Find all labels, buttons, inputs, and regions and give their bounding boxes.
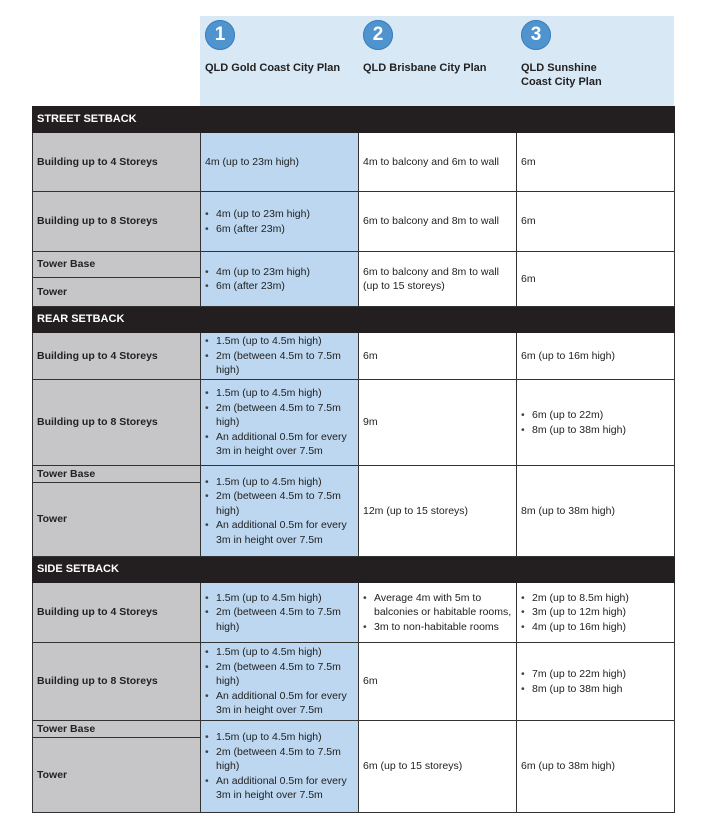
cell-brisbane — [359, 380, 517, 466]
list-item: • 8m (up to 38m high — [521, 682, 670, 697]
bullet-list — [205, 591, 354, 635]
cell-text: 6m to balcony and 8m to wall (up to 15 storeys) — [363, 265, 499, 292]
row-label-split — [33, 466, 201, 557]
row-label: Tower — [37, 285, 68, 298]
table-row — [33, 643, 675, 721]
cell-sunshine — [517, 192, 675, 252]
cell-text: 6m (up to 15 storeys) — [363, 760, 463, 773]
cell-text: 8m (up to 38m high) — [521, 504, 615, 517]
list-item: • 2m (between 4.5m to 7.5m high) — [205, 489, 354, 518]
column-title: QLD Sunshine Coast City Plan — [521, 62, 602, 88]
table-row — [33, 466, 675, 557]
row-label: Tower Base — [33, 252, 200, 278]
section-title: SIDE SETBACK — [33, 557, 675, 583]
table-row — [33, 333, 675, 380]
cell-gold-coast — [201, 721, 359, 813]
table-row — [33, 583, 675, 643]
bullet-list — [205, 475, 354, 548]
cell-text: 12m (up to 15 storeys) — [363, 504, 469, 517]
bullet-list — [205, 386, 354, 459]
section-title: REAR SETBACK — [33, 307, 675, 333]
section-title: STREET SETBACK — [33, 107, 675, 133]
table-row — [33, 133, 675, 192]
column-header-brisbane — [363, 20, 521, 75]
list-item: • 8m (up to 38m high) — [521, 423, 670, 438]
list-item: • 1.5m (up to 4.5m high) — [205, 730, 354, 745]
list-item: • 4m (up to 23m high) — [205, 207, 354, 222]
row-label: Building up to 8 Storeys — [33, 643, 201, 721]
cell-text: 6m to balcony and 8m to wall — [363, 215, 499, 228]
cell-text: 6m — [521, 155, 536, 168]
table-row — [33, 192, 675, 252]
cell-brisbane — [359, 133, 517, 192]
section-header-row — [33, 107, 675, 133]
row-label: Tower — [37, 768, 68, 781]
cell-gold-coast — [201, 643, 359, 721]
list-item: • 1.5m (up to 4.5m high) — [205, 591, 354, 606]
list-item: • 2m (between 4.5m to 7.5m high) — [205, 401, 354, 430]
list-item: • 1.5m (up to 4.5m high) — [205, 645, 354, 660]
number-badge: 1 — [205, 20, 235, 50]
table-row — [33, 252, 675, 307]
table-row — [33, 721, 675, 813]
row-label: Tower Base — [33, 466, 200, 483]
list-item: • 6m (after 23m) — [205, 279, 354, 294]
list-item: • 3m (up to 12m high) — [521, 605, 670, 620]
cell-brisbane — [359, 643, 517, 721]
setback-table — [32, 106, 675, 813]
cell-brisbane — [359, 721, 517, 813]
row-label: Tower — [37, 513, 68, 526]
bullet-list — [205, 334, 354, 378]
cell-gold-coast — [201, 333, 359, 380]
bullet-list — [205, 207, 354, 236]
list-item: • 1.5m (up to 4.5m high) — [205, 334, 354, 349]
cell-text: 6m — [521, 215, 536, 228]
cell-gold-coast — [201, 133, 359, 192]
section-header-row — [33, 307, 675, 333]
list-item: • 6m (up to 22m) — [521, 408, 670, 423]
bullet-list — [521, 667, 670, 696]
bullet-list — [363, 591, 512, 635]
list-item: • An additional 0.5m for every 3m in height over 7.5m — [205, 430, 354, 459]
list-item: • An additional 0.5m for every 3m in height over 7.5m — [205, 518, 354, 547]
bullet-list — [205, 645, 354, 718]
bullet-list — [521, 591, 670, 635]
cell-text: 6m — [363, 349, 378, 362]
cell-gold-coast — [201, 466, 359, 557]
cell-text: 6m — [363, 675, 378, 688]
list-item: • 4m (up to 23m high) — [205, 265, 354, 280]
cell-sunshine — [517, 643, 675, 721]
table-row — [33, 380, 675, 466]
cell-sunshine — [517, 133, 675, 192]
cell-text: 6m — [521, 272, 536, 285]
list-item: • 1.5m (up to 4.5m high) — [205, 386, 354, 401]
cell-brisbane — [359, 252, 517, 307]
list-item: • 3m to non-habitable rooms — [363, 620, 512, 635]
list-item: • 4m (up to 16m high) — [521, 620, 670, 635]
list-item: • 2m (up to 8.5m high) — [521, 591, 670, 606]
list-item: • 6m (after 23m) — [205, 222, 354, 237]
cell-gold-coast — [201, 380, 359, 466]
column-title: QLD Gold Coast City Plan — [205, 62, 341, 74]
cell-brisbane — [359, 333, 517, 380]
column-header-sunshine-coast — [521, 20, 679, 89]
row-label: Building up to 4 Storeys — [33, 333, 201, 380]
cell-text: 9m — [363, 416, 378, 429]
cell-gold-coast — [201, 583, 359, 643]
list-item: • 1.5m (up to 4.5m high) — [205, 475, 354, 490]
section-header-row — [33, 557, 675, 583]
row-label: Tower Base — [33, 721, 200, 738]
bullet-list — [205, 265, 354, 294]
number-badge: 2 — [363, 20, 393, 50]
list-item: • 2m (between 4.5m to 7.5m high) — [205, 745, 354, 774]
cell-text: 4m (up to 23m high) — [205, 155, 299, 168]
row-label: Building up to 8 Storeys — [33, 192, 201, 252]
number-badge: 3 — [521, 20, 551, 50]
row-label: Building up to 8 Storeys — [33, 380, 201, 466]
cell-sunshine — [517, 380, 675, 466]
row-label: Building up to 4 Storeys — [33, 583, 201, 643]
cell-brisbane — [359, 466, 517, 557]
bullet-list — [205, 730, 354, 803]
cell-sunshine — [517, 252, 675, 307]
column-title: QLD Brisbane City Plan — [363, 62, 487, 74]
list-item: • 2m (between 4.5m to 7.5m high) — [205, 660, 354, 689]
cell-brisbane — [359, 192, 517, 252]
cell-sunshine — [517, 466, 675, 557]
cell-gold-coast — [201, 252, 359, 307]
list-item: • An additional 0.5m for every 3m in height over 7.5m — [205, 689, 354, 718]
cell-text: 4m to balcony and 6m to wall — [363, 155, 499, 168]
row-label: Building up to 4 Storeys — [33, 133, 201, 192]
list-item: • 7m (up to 22m high) — [521, 667, 670, 682]
cell-text: 6m (up to 38m high) — [521, 760, 615, 773]
list-item: • An additional 0.5m for every 3m in height over 7.5m — [205, 774, 354, 803]
cell-text: 6m (up to 16m high) — [521, 349, 615, 362]
row-label-split — [33, 252, 201, 307]
cell-sunshine — [517, 333, 675, 380]
cell-sunshine — [517, 721, 675, 813]
bullet-list — [521, 408, 670, 437]
cell-brisbane — [359, 583, 517, 643]
list-item: • 2m (between 4.5m to 7.5m high) — [205, 605, 354, 634]
list-item: • Average 4m with 5m to balconies or habitable rooms, — [363, 591, 512, 620]
list-item: • 2m (between 4.5m to 7.5m high) — [205, 349, 354, 378]
cell-sunshine — [517, 583, 675, 643]
row-label-split — [33, 721, 201, 813]
cell-gold-coast — [201, 192, 359, 252]
column-header-gold-coast — [205, 20, 363, 75]
